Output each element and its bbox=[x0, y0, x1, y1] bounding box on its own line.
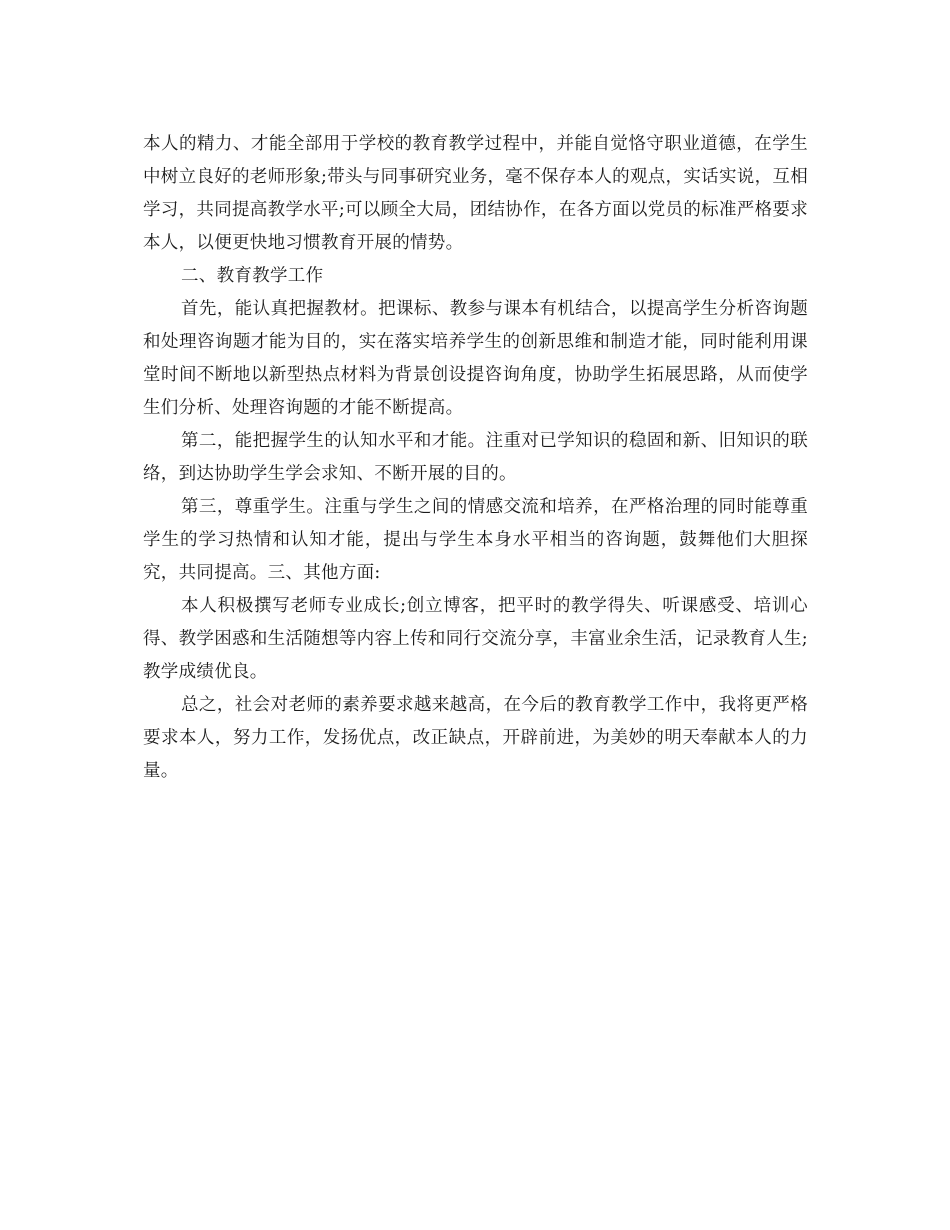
paragraph-continuation: 本人的精力、才能全部用于学校的教育教学过程中，并能自觉恪守职业道德，在学生中树立良好的老师形象;带头与同事研究业务，毫不保存本人的观点，实话实说，互相学习，共同提高教学水平;可以顾全大局，团结协作，在各方面以党员的标准严格要求本人，以便更快地习惯教育开展的情势。 bbox=[143, 134, 808, 253]
paragraph-third: 第三，尊重学生。注重与学生之间的情感交流和培养，在严格治理的同时能尊重学生的学习热情和认知才能，提出与学生本身水平相当的咨询题，鼓舞他们大胆探究，共同提高。三、其他方面: bbox=[143, 497, 808, 583]
section-heading-teaching-work: 二、教育教学工作 bbox=[181, 266, 324, 286]
paragraph-conclusion: 总之，社会对老师的素养要求越来越高，在今后的教育教学工作中，我将更严格要求本人，努力工作，发扬优点，改正缺点，开辟前进，为美妙的明天奉献本人的力量。 bbox=[143, 695, 808, 781]
document-body bbox=[143, 128, 808, 788]
paragraph-other-aspects: 本人积极撰写老师专业成长;创立博客，把平时的教学得失、听课感受、培训心得、教学困惑和生活随想等内容上传和同行交流分享，丰富业余生活，记录教育人生;教学成绩优良。 bbox=[143, 596, 808, 682]
paragraph-first: 首先，能认真把握教材。把课标、教参与课本有机结合，以提高学生分析咨询题和处理咨询题才能为目的，实在落实培养学生的创新思维和制造才能，同时能利用课堂时间不断地以新型热点材料为背景创设提咨询角度，协助学生拓展思路，从而使学生们分析、处理咨询题的才能不断提高。 bbox=[143, 299, 808, 418]
paragraph-second: 第二，能把握学生的认知水平和才能。注重对已学知识的稳固和新、旧知识的联络，到达协助学生学会求知、不断开展的目的。 bbox=[143, 431, 808, 484]
